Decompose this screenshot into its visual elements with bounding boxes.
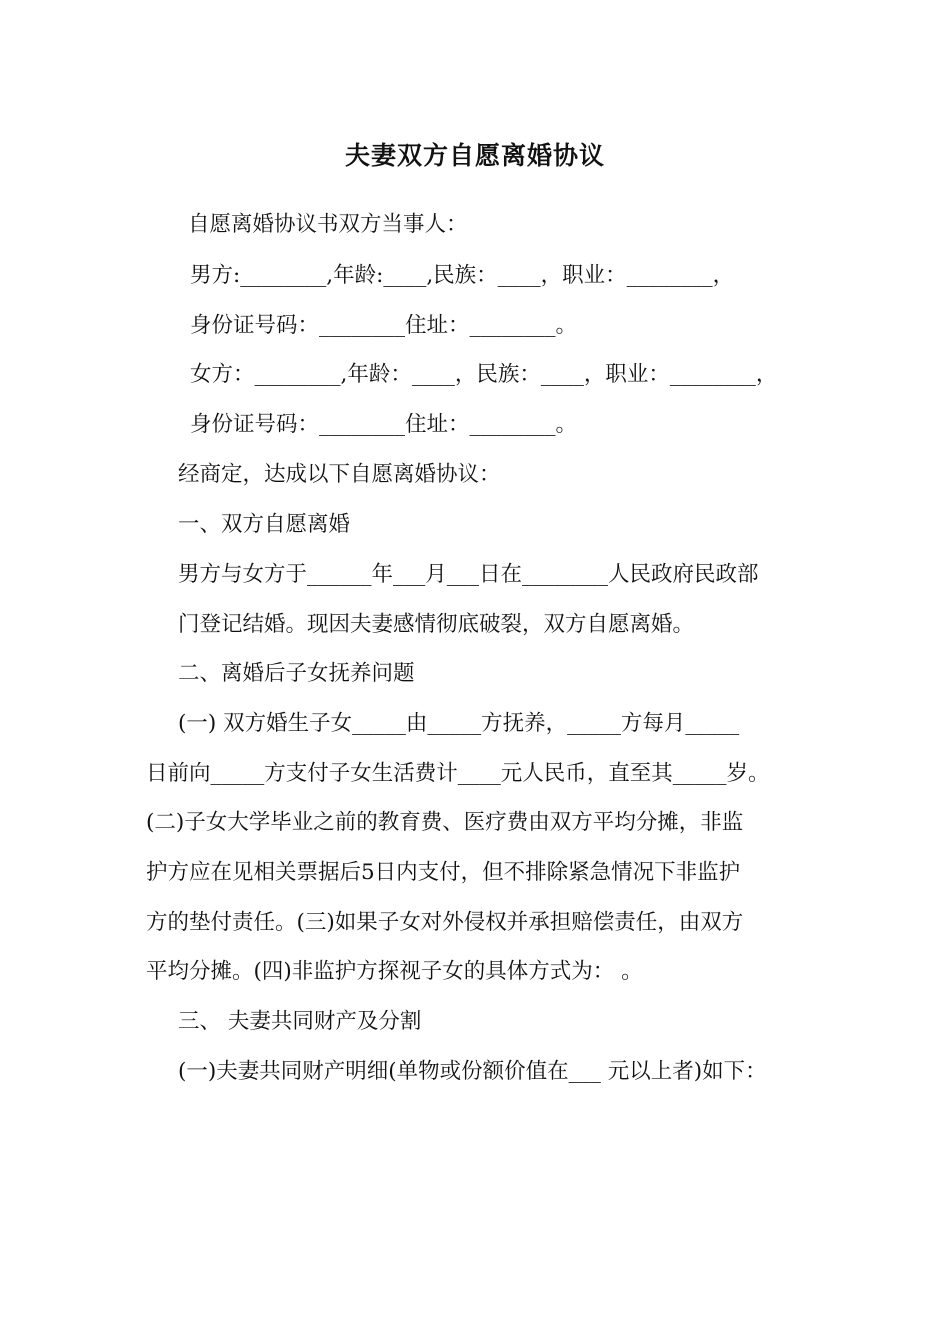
section-2-text-line-3: (二)子女大学毕业之前的教育费、医疗费由双方平均分摊，非监 <box>146 810 744 835</box>
section-2-heading: 二、离婚后子女抚养问题 <box>178 661 415 686</box>
section-1-text-line-2: 门登记结婚。现因夫妻感情彻底破裂，双方自愿离婚。 <box>178 612 695 637</box>
section-2-text-line-5: 方的垫付责任。(三)如果子女对外侵权并承担赔偿责任，由双方 <box>146 910 744 935</box>
section-2-text-line-6: 平均分摊。(四)非监护方探视子女的具体方式为： 。 <box>146 959 643 984</box>
section-1-text-line-1: 男方与女方于______年___月___日在________人民政府民政部 <box>178 562 759 587</box>
section-3-text-line-1: (一)夫妻共同财产明细(单物或份额价值在___ 元以上者)如下： <box>178 1059 767 1084</box>
male-id-address-line: 身份证号码：________住址：________。 <box>190 313 578 338</box>
male-party-info-line: 男方:________,年龄:____,民族：____，职业：________， <box>190 263 735 288</box>
section-2-text-line-2: 日前向_____方支付子女生活费计____元人民币，直至其_____岁。 <box>146 761 770 786</box>
section-1-heading: 一、双方自愿离婚 <box>178 512 351 537</box>
section-3-heading: 三、 夫妻共同财产及分割 <box>178 1009 422 1034</box>
document-title: 夫妻双方自愿离婚协议 <box>344 141 605 170</box>
section-2-text-line-1: (一) 双方婚生子女_____由_____方抚养，_____方每月_____ <box>178 711 740 736</box>
agreement-intro-line: 经商定，达成以下自愿离婚协议： <box>178 462 501 487</box>
parties-intro-line: 自愿离婚协议书双方当事人： <box>188 212 468 237</box>
female-id-address-line: 身份证号码：________住址：________。 <box>190 412 578 437</box>
female-party-info-line: 女方：________,年龄：____，民族：____，职业：________， <box>190 362 778 387</box>
section-2-text-line-4: 护方应在见相关票据后5日内支付，但不排除紧急情况下非监护 <box>146 860 741 885</box>
